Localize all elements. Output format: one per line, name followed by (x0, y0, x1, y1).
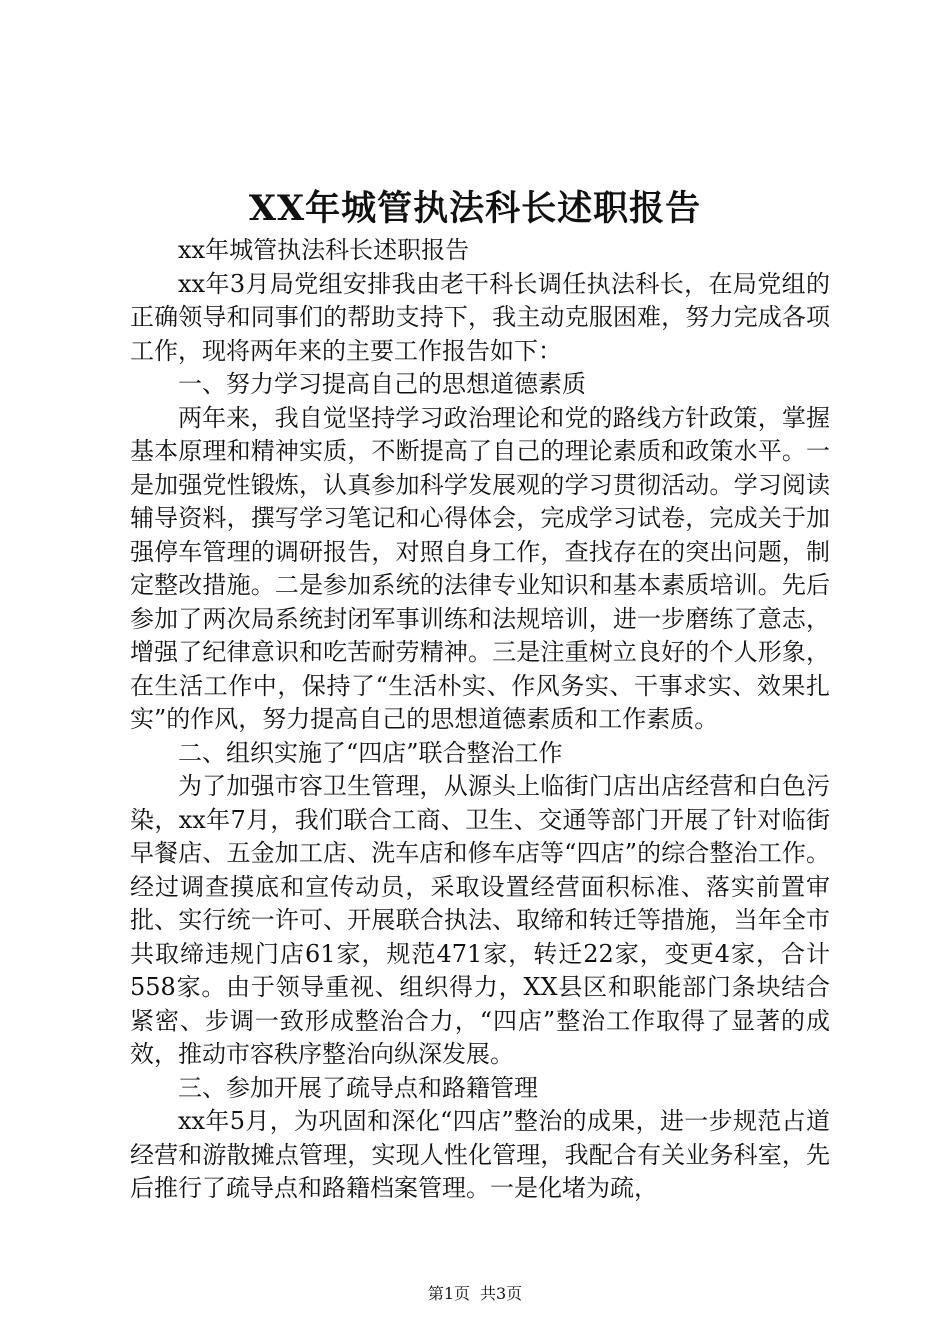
section-heading-2: 二、组织实施了“四店”联合整治工作 (178, 738, 563, 767)
page-number: 第1页 (427, 1284, 470, 1303)
section-2-paragraph: 为了加强市容卫生管理，从源头上临街门店出店经营和白色污染，xx年7月，我们联合工商、卫生、交通等部门开展了针对临街早餐店、五金加工店、洗车店和修车店等“四店”的综合整治工作。经过调查摸底和宣传动员，采取设置经营面积标准、落实前置审批、实行统一许可、开展联合执法、取缔和转迁等措施，当年全市共取缔违规门店61家，规范471家，转迁22家，变更4家，合计558家。由于领导重视、组织得力，XX县区和职能部门条块结合紧密、步调一致形成整治合力，“四店”整治工作取得了显著的成效，推动市容秩序整治向纵深发展。 (130, 772, 830, 1068)
subtitle-paragraph: xx年城管执法科长述职报告 (178, 236, 470, 264)
section-heading-1: 一、努力学习提高自己的思想道德素质 (178, 370, 586, 398)
document-body (130, 234, 830, 1206)
page-footer (0, 1283, 950, 1305)
document-title: XX年城管执法科长述职报告 (248, 188, 702, 229)
intro-paragraph: xx年3月局党组安排我由老干科长调任执法科长，在局党组的正确领导和同事们的帮助支持下，我主动克服困难，努力完成各项工作，现将两年来的主要工作报告如下： (130, 269, 830, 365)
page-total: 共3页 (480, 1284, 523, 1303)
section-1-paragraph: 两年来，我自觉坚持学习政治理论和党的路线方针政策，掌握基本原理和精神实质，不断提高了自己的理论素质和政策水平。一是加强党性锻炼，认真参加科学发展观的学习贯彻活动。学习阅读辅导资料，撰写学习笔记和心得体会，完成学习试卷，完成关于加强停车管理的调研报告，对照自身工作，查找存在的突出问题，制定整改措施。二是参加系统的法律专业知识和基本素质培训。先后参加了两次局系统封闭军事训练和法规培训，进一步磨练了意志，增强了纪律意识和吃苦耐劳精神。三是注重树立良好的个人形象，在生活工作中，保持了“生活朴实、作风务实、干事求实、效果扎实”的作风，努力提高自己的思想道德素质和工作素质。 (130, 403, 830, 733)
section-heading-3: 三、参加开展了疏导点和路籍管理 (178, 1073, 538, 1102)
section-3-paragraph: xx年5月，为巩固和深化“四店”整治的成果，进一步规范占道经营和游散摊点管理，实现人性化管理，我配合有关业务科室，先后推行了疏导点和路籍档案管理。一是化堵为疏， (130, 1107, 830, 1202)
